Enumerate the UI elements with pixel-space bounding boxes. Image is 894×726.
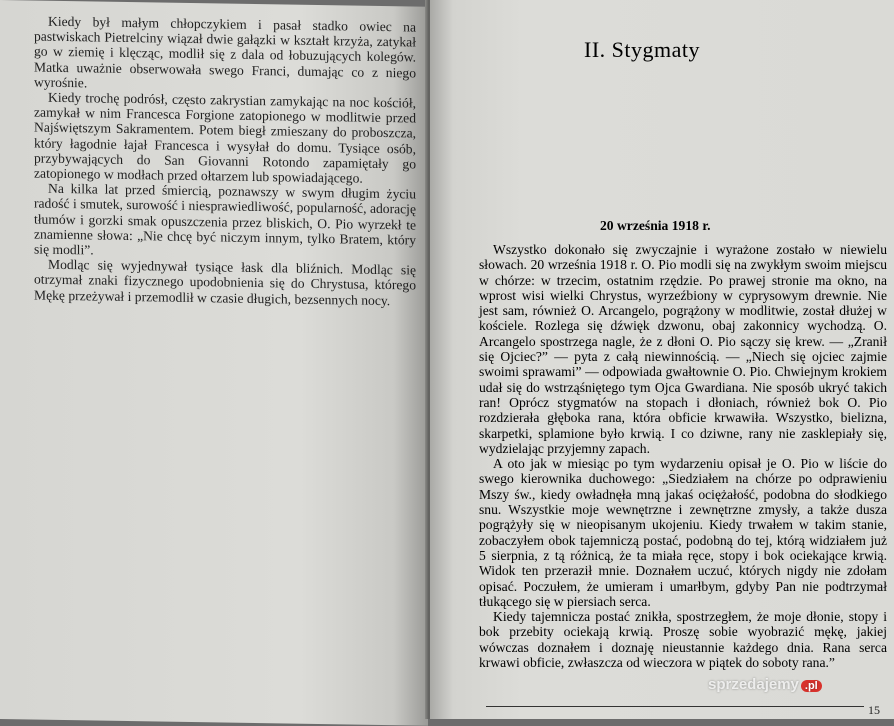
paragraph: Kiedy był małym chłopczykiem i pasał stadko owiec na pastwiskach Pietrelciny wiązał dwie gałązki w kształt krzyża, zatykał go w ziemię i klęcząc, modlił się z dala od łobuzujących kolegów. Matka uważnie obserwowała swego Franci, dumając co z niego wyrośnie.: [34, 13, 416, 91]
paragraph: Na kilka lat przed śmiercią, poznawszy w swym długim życiu radość i smutek, surowość i niesprawiedliwość, popularność, adorację tłumów i gorzki smak opuszczenia przez bliskich, O. Pio wyrzekł te znamienne słowa: „Nie chcę być niczym innym, tylko Bratem, który się modli”.: [34, 180, 416, 258]
watermark-text: sprzedajemy: [708, 676, 799, 693]
paragraph: Modląc się wyjednywał tysiące łask dla bliźnich. Modląc się otrzymał znaki fizycznego upodobnienia się do Chrystusa, którego Mękę przeżywał i przemodlił w czasie długich, bezsennych nocy.: [34, 257, 416, 308]
paragraph: A oto jak w miesiąc po tym wydarzeniu opisał je O. Pio w liście do swego kierownika duchowego: „Siedziałem na chórze po odprawieniu Mszy św., kiedy owładnęła mną jakaś ociężałość, podobna do słodkiego snu. Wszystkie moje wewnętrzne i zewnętrzne zmysły, a także dusza pogrążyły się w nieopisanym ukojeniu. Kiedy trwałem w takim stanie, zobaczyłem obok tajemniczą postać, podobną do tej, którą widziałem już 5 sierpnia, z tą różnicą, że ta miała ręce, stopy i bok ociekające krwią. Widok ten przeraził mnie. Doznałem uczuć, których nigdy nie zdołam opisać. Poczułem, że umieram i umarłbym, gdyby Pan nie podtrzymał tłukącego się w piersiach serca.: [479, 456, 887, 609]
paragraph: Kiedy tajemnicza postać znikła, spostrzegłem, że moje dłonie, stopy i bok przebity ociekają krwią. Proszę sobie wyobrazić mękę, jakiej wówczas doznałem i doznaję nieustannie każdego dnia. Rana serca krwawi obficie, zwłaszcza od wieczora w piątek do soboty rana.”: [479, 609, 887, 671]
page-number: 15: [868, 703, 880, 717]
watermark-badge: .pl: [801, 680, 822, 692]
right-page-text: [479, 242, 887, 670]
watermark: [708, 676, 822, 693]
section-heading: 20 września 1918 r.: [600, 218, 711, 233]
left-page-text: [34, 14, 416, 309]
footer-rule: [486, 706, 864, 707]
left-page: [0, 0, 428, 726]
paragraph: Wszystko dokonało się zwyczajnie i wyrażone zostało w niewielu słowach. 20 września 1918 r. O. Pio modli się na zwykłym swoim miejscu w chórze: w trzecim, ostatnim rzędzie. Po prawej stronie ma okno, na wprost wisi wielki Chrystus, wyrzeźbiony w cyprysowym drewnie. Nie jest sam, również O. Arcangelo, pogrążony w modlitwie, został dłużej w kościele. Rozlega się dźwięk dzwonu, obaj zakonnicy wychodzą. O. Arcangelo spostrzega nagle, że z dłoni O. Pio sączy się krew. — „Zranił się Ojciec?” — pyta z całą niewinnością. — „Niech się ojciec zajmie swoimi sprawami” — odpowiada gwałtownie O. Pio. Chwiejnym krokiem udał się do wstrząśniętego tym Ojca Gwardiana. Nie sposób ukryć takich ran! Oprócz stygmatów na stopach i dłoniach, również bok O. Pio rozdzierała głęboka rana, która obficie krwawiła. Wszystko, bielizna, skarpetki, splamione było krwią. I co dziwne, rany nie zasklepiały się, wydzielając przyjemny zapach.: [479, 242, 887, 456]
paragraph: Kiedy trochę podrósł, często zakrystian zamykając na noc kościół, zamykał w nim Francesca Forgione zatopionego w modlitwie przed Najświętszym Sakramentem. Potem biegł zmieszany do proboszcza, który łagodnie łajał Francesca i wysyłał do domu. Tysiące osób, przybywających do San Giovanni Rotondo zapamiętały go zatopionego w modłach przed ołtarzem lub spowiadającego.: [34, 89, 416, 186]
chapter-title: II. Stygmaty: [584, 37, 700, 62]
